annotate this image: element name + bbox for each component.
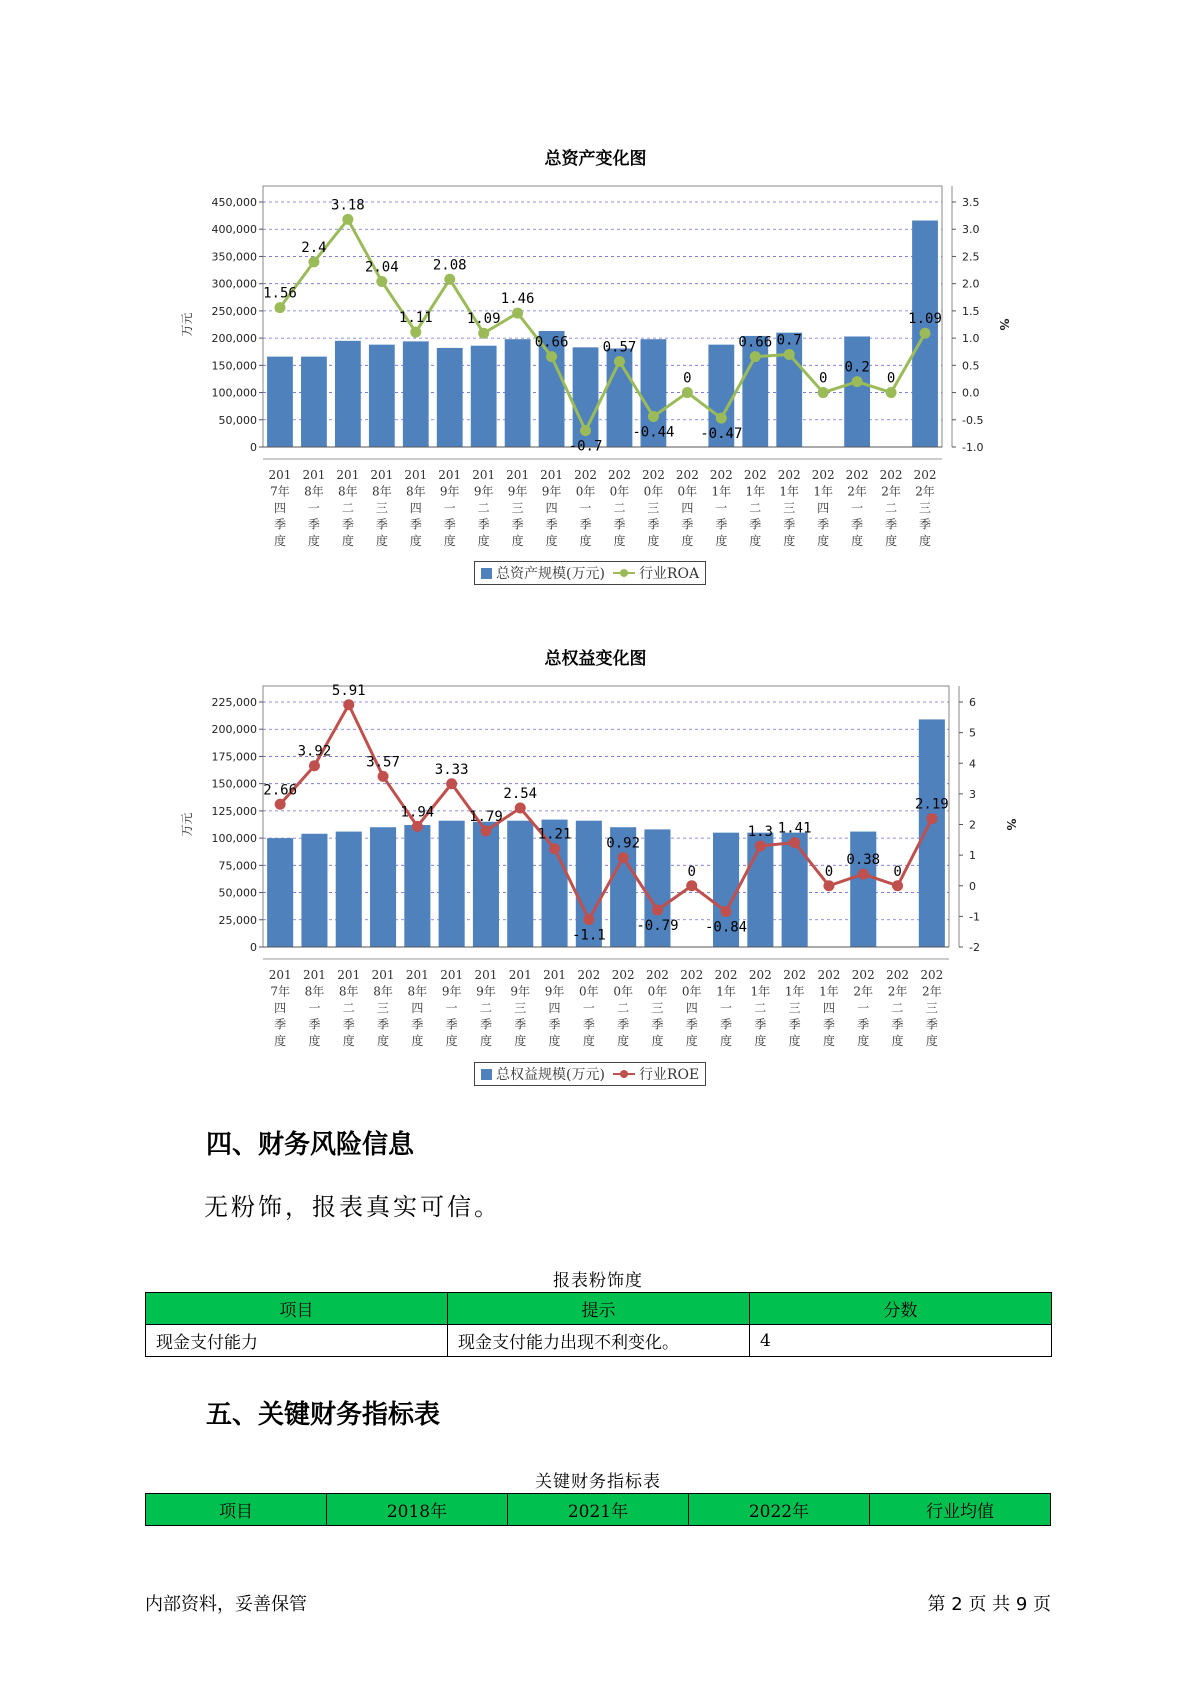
bar [301, 357, 327, 447]
x-tick-label: 202 2年三季度 [920, 968, 944, 1048]
y2-tick-label: 3 [969, 787, 976, 801]
x-tick-label: 201 9年二季度 [472, 468, 496, 548]
y2-tick-label: 1.0 [962, 332, 980, 346]
bar [403, 341, 429, 447]
legend-line-label: 行业ROA [638, 566, 700, 582]
line-point [818, 387, 829, 398]
y-tick-label: 25,000 [218, 913, 257, 927]
x-tick-label: 201 9年四季度 [540, 468, 564, 548]
data-label: 2.04 [364, 259, 399, 276]
data-label: 0 [893, 863, 902, 880]
line-point [789, 837, 800, 848]
y2-tick-label: 5 [969, 726, 976, 740]
legend-bar-label: 总权益规模(万元) [496, 1067, 605, 1083]
bar [919, 719, 945, 947]
x-tick-label: 201 8年三季度 [370, 468, 394, 548]
chart1-legend [474, 561, 706, 585]
data-label: 2.66 [263, 782, 298, 799]
line-point [446, 778, 457, 789]
line-point [858, 869, 869, 880]
y2-tick-label: 4 [969, 757, 976, 771]
data-label: 0 [886, 370, 896, 387]
legend-line-swatch [613, 572, 635, 574]
data-label: 1.46 [500, 291, 535, 308]
data-label: 2.4 [301, 239, 327, 256]
line-point [478, 328, 489, 339]
y2-axis-label: % [1004, 818, 1018, 831]
bar [473, 822, 499, 947]
x-tick-label: 202 2年二季度 [886, 968, 910, 1048]
y2-tick-label: 6 [969, 696, 976, 709]
x-tick-label: 201 9年一季度 [440, 968, 464, 1048]
table-header-cell: 行业均值 [870, 1494, 1051, 1526]
line-point [920, 328, 931, 339]
line-point [480, 825, 491, 836]
x-tick-label: 201 8年二季度 [336, 468, 360, 548]
y2-tick-label: 0 [969, 879, 976, 893]
table-header-row [146, 1494, 1051, 1526]
bar [369, 345, 395, 447]
data-label: 0.38 [846, 852, 881, 869]
data-label: -0.44 [632, 424, 675, 441]
bar [471, 346, 497, 447]
bar [505, 339, 531, 447]
x-tick-label: 202 1年二季度 [743, 468, 767, 548]
line-point [648, 411, 659, 422]
line-point [378, 771, 389, 782]
y-tick-label: 0 [250, 441, 257, 454]
data-label: 0 [818, 370, 828, 387]
legend-line-label: 行业ROE [638, 1067, 700, 1083]
whitewash-table-caption: 报表粉饰度 [553, 1271, 643, 1291]
table-header-row [146, 1293, 1052, 1325]
table-cell: 现金支付能力出现不利变化。 [448, 1325, 750, 1357]
y2-tick-label: -1.0 [962, 441, 984, 454]
y-tick-label: 125,000 [211, 804, 257, 818]
y-tick-label: 0 [250, 941, 257, 954]
data-label: 0.66 [738, 334, 773, 351]
x-tick-label: 202 0年四季度 [675, 468, 699, 548]
table-header-cell: 2021年 [508, 1494, 689, 1526]
section4-heading: 四、财务风险信息 [206, 1130, 415, 1160]
line-point [412, 821, 423, 832]
data-label: 1.09 [908, 311, 942, 328]
y2-tick-label: 2 [969, 818, 976, 832]
bar [844, 336, 870, 447]
data-label: 0 [687, 863, 696, 880]
key-indicators-caption: 关键财务指标表 [535, 1472, 661, 1492]
x-tick-label: 202 0年三季度 [641, 468, 665, 548]
data-label: 2.08 [432, 257, 467, 274]
table-row [146, 1325, 1052, 1357]
data-label: 1.56 [263, 285, 297, 302]
data-label: 3.57 [366, 754, 400, 771]
data-label: 1.11 [398, 310, 433, 327]
y-tick-label: 450,000 [211, 196, 257, 209]
data-label: 1.21 [537, 826, 572, 843]
table-header-cell: 项目 [146, 1293, 448, 1325]
x-tick-label: 201 8年四季度 [405, 968, 429, 1048]
x-tick-label: 202 1年三季度 [783, 968, 807, 1048]
y-tick-label: 75,000 [218, 859, 257, 873]
line-point [784, 349, 795, 360]
bar [782, 833, 808, 947]
data-label: 1.79 [469, 808, 503, 825]
line-point [308, 256, 319, 267]
table-header-cell: 提示 [448, 1293, 750, 1325]
x-tick-label: 201 9年四季度 [543, 968, 567, 1048]
x-tick-label: 201 9年二季度 [474, 968, 498, 1048]
table-header-cell: 2018年 [327, 1494, 508, 1526]
x-tick-label: 202 0年三季度 [645, 968, 669, 1048]
chart2-title: 总权益变化图 [544, 649, 647, 669]
x-tick-label: 202 0年二季度 [608, 468, 631, 548]
line-point [580, 425, 591, 436]
y2-axis-label: % [997, 318, 1011, 331]
legend-line-swatch [613, 1073, 635, 1075]
data-label: 3.92 [297, 743, 332, 760]
data-label: 2.19 [914, 796, 949, 813]
line-point [886, 387, 897, 398]
x-tick-label: 201 7年四季度 [268, 968, 292, 1048]
x-tick-label: 202 0年一季度 [574, 468, 597, 548]
line-point [515, 802, 526, 813]
line-point [343, 699, 354, 710]
data-label: 3.18 [331, 197, 365, 214]
line-point [823, 880, 834, 891]
data-label: 0.7 [776, 332, 802, 349]
footer-confidential: 内部资料，妥善保管 [145, 1594, 307, 1615]
x-tick-label: 201 9年一季度 [438, 468, 462, 548]
y2-tick-label: 3.5 [962, 196, 980, 209]
y-tick-label: 100,000 [211, 386, 257, 400]
data-label: 0 [683, 370, 692, 387]
x-tick-label: 202 2年三季度 [913, 468, 937, 548]
x-tick-label: 201 8年一季度 [302, 968, 326, 1048]
bar [267, 357, 293, 447]
data-label: -0.47 [700, 426, 743, 443]
bar [404, 825, 430, 947]
y-tick-label: 175,000 [211, 750, 257, 764]
table-header-cell: 项目 [146, 1494, 327, 1526]
x-tick-label: 202 1年三季度 [777, 468, 801, 548]
x-tick-label: 202 1年二季度 [748, 968, 772, 1048]
x-tick-label: 201 8年四季度 [404, 468, 428, 548]
table-cell: 4 [750, 1325, 1052, 1357]
y-tick-label: 50,000 [218, 886, 257, 900]
bar [439, 821, 465, 947]
chart1-title: 总资产变化图 [544, 149, 647, 169]
data-label: 1.94 [400, 804, 435, 821]
y2-tick-label: 2.5 [962, 250, 980, 264]
line-point [755, 840, 766, 851]
y-tick-label: 350,000 [211, 250, 257, 264]
bar [267, 838, 293, 947]
data-label: -0.79 [636, 917, 679, 934]
data-label: 0.2 [844, 359, 870, 376]
line-point [750, 351, 761, 362]
x-tick-label: 202 0年四季度 [680, 968, 704, 1048]
y-tick-label: 400,000 [211, 223, 257, 237]
line-point [583, 914, 594, 925]
data-label: 0.57 [602, 339, 637, 356]
y2-tick-label: 1 [969, 849, 976, 863]
y-tick-label: 50,000 [218, 413, 257, 427]
bar [335, 341, 361, 447]
legend-bar-label: 总资产规模(万元) [496, 566, 605, 582]
whitewash-table [145, 1292, 1052, 1357]
y2-tick-label: -2 [969, 941, 980, 954]
y-tick-label: 225,000 [211, 696, 257, 709]
y2-tick-label: 1.5 [962, 304, 980, 318]
total-equity-chart [0, 675, 1191, 1055]
data-label: -1.1 [571, 927, 606, 944]
y-tick-label: 150,000 [211, 777, 257, 791]
line-point [376, 276, 387, 287]
line-point [926, 813, 937, 824]
data-label: 0.66 [534, 334, 569, 351]
x-tick-label: 201 8年三季度 [371, 968, 395, 1048]
line-point [274, 302, 285, 313]
bar [507, 821, 533, 947]
x-tick-label: 202 1年四季度 [817, 968, 841, 1048]
y2-tick-label: 3.0 [962, 223, 980, 237]
y-tick-label: 200,000 [211, 723, 257, 737]
table-cell: 现金支付能力 [146, 1325, 448, 1357]
data-label: 1.3 [747, 823, 773, 840]
y2-tick-label: 0.5 [962, 359, 980, 373]
data-label: 1.41 [777, 820, 812, 837]
data-label: 1.09 [466, 311, 501, 328]
legend-bar-swatch [481, 1069, 492, 1080]
bar [336, 832, 362, 947]
table-header-cell: 分数 [750, 1293, 1052, 1325]
x-tick-label: 201 9年三季度 [508, 968, 532, 1048]
y-tick-label: 250,000 [211, 304, 257, 318]
x-tick-label: 202 0年一季度 [577, 968, 601, 1048]
line-point [716, 413, 727, 424]
x-tick-label: 202 1年一季度 [709, 468, 733, 548]
line-point [549, 843, 560, 854]
line-point [652, 904, 663, 915]
x-tick-label: 201 8年一季度 [302, 468, 326, 548]
x-tick-label: 202 2年一季度 [851, 968, 875, 1048]
bar [301, 834, 327, 947]
line-point [618, 852, 629, 863]
data-label: 3.33 [434, 761, 469, 778]
key-indicators-table [145, 1493, 1051, 1526]
line-point [614, 356, 625, 367]
line-point [686, 880, 697, 891]
line-point [309, 760, 320, 771]
x-tick-label: 202 0年二季度 [611, 968, 635, 1048]
line-point [410, 327, 421, 338]
x-tick-label: 201 8年二季度 [337, 968, 361, 1048]
y2-tick-label: 0.0 [962, 386, 980, 400]
data-label: 0 [824, 863, 834, 880]
x-tick-label: 202 2年二季度 [879, 468, 903, 548]
y-axis-label: 万元 [180, 312, 194, 337]
x-tick-label: 202 1年四季度 [811, 468, 835, 548]
line-point [444, 274, 455, 285]
section4-paragraph: 无粉饰，报表真实可信。 [204, 1193, 501, 1221]
data-label: 0.92 [606, 835, 641, 852]
y2-tick-label: -0.5 [962, 413, 984, 427]
x-tick-label: 202 2年一季度 [845, 468, 869, 548]
y-tick-label: 200,000 [211, 332, 257, 346]
chart2-legend [474, 1062, 706, 1086]
bar [370, 827, 396, 947]
line-point [682, 387, 693, 398]
y-tick-label: 150,000 [211, 359, 257, 373]
data-label: -0.7 [568, 438, 603, 455]
data-label: 5.91 [331, 682, 366, 699]
line-point [546, 351, 557, 362]
footer-page-number: 第 2 页 共 9 页 [927, 1594, 1051, 1615]
y-tick-label: 100,000 [211, 832, 257, 846]
data-label: 2.54 [503, 785, 538, 802]
total-assets-chart [0, 175, 1191, 555]
data-label: -0.84 [704, 919, 748, 936]
x-tick-label: 201 9年三季度 [506, 468, 530, 548]
plot-frame [263, 186, 942, 447]
line-point [512, 308, 523, 319]
bar [437, 348, 463, 447]
y2-tick-label: 2.0 [962, 277, 980, 291]
line-point [275, 799, 286, 810]
line-point [892, 880, 903, 891]
y-axis-label: 万元 [180, 812, 194, 837]
y2-tick-label: -1 [969, 910, 980, 924]
table-header-cell: 2022年 [689, 1494, 870, 1526]
x-tick-label: 201 7年四季度 [268, 468, 292, 548]
line-point [852, 376, 863, 387]
line-point [721, 906, 732, 917]
section5-heading: 五、关键财务指标表 [206, 1400, 441, 1430]
plot-frame [263, 686, 949, 947]
bar [850, 832, 876, 947]
x-tick-label: 202 1年一季度 [714, 968, 738, 1048]
line-point [342, 214, 353, 225]
y-tick-label: 300,000 [211, 277, 257, 291]
legend-bar-swatch [481, 568, 492, 579]
